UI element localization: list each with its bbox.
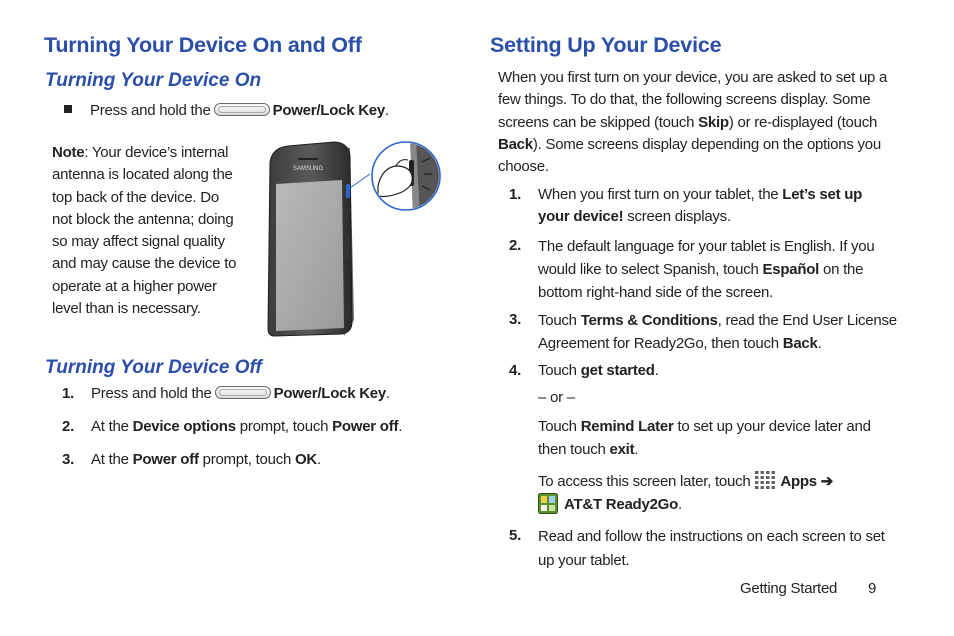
bullet-square-icon <box>64 105 72 113</box>
power-lock-key-highlight <box>346 184 350 198</box>
apps-grid-icon <box>754 470 776 490</box>
bullet-press-hold-on: Press and hold the Power/Lock Key. <box>64 100 389 122</box>
antenna-note: Note: Your device’s internal antenna is located along the top back of the device. Do not block the antenna; doing so may affect signal quality and may cause the device to operate at a higher power level than is necessary. <box>52 144 237 318</box>
footer-page-number: 9 <box>868 580 877 597</box>
setup-step-4-access: To access this screen later, touch Apps ➔ AT&T Ready2Go. <box>538 470 833 516</box>
setup-step-1-number: 1. <box>509 186 522 203</box>
arrow-icon: ➔ <box>820 473 834 490</box>
note-label: Note <box>52 144 85 161</box>
setup-step-1: When you first turn on your tablet, the Let’s set up your device! screen displays. <box>538 186 863 226</box>
ready2go-app-icon <box>538 493 558 514</box>
off-step-1: 1. Press and hold the Power/Lock Key. <box>62 385 390 402</box>
setup-step-4-or: – or – <box>538 389 575 406</box>
setup-step-3-number: 3. <box>509 311 522 328</box>
off-step-3: 3. At the Power off prompt, touch OK. <box>62 451 321 468</box>
section-title-on-off: Turning Your Device On and Off <box>44 33 362 57</box>
subheading-turning-off: Turning Your Device Off <box>45 357 262 378</box>
subheading-turning-on: Turning Your Device On <box>45 70 262 91</box>
setup-step-2-number: 2. <box>509 237 522 254</box>
setup-step-4-alt: Touch Remind Later to set up your device later and then touch exit. <box>538 418 871 458</box>
setup-step-5-number: 5. <box>509 527 522 544</box>
setup-step-3: Touch Terms & Conditions, read the End User License Agreement for Ready2Go, then touch Back. <box>538 312 897 352</box>
setup-step-4-number: 4. <box>509 362 522 379</box>
device-antenna-illustration <box>262 138 448 340</box>
power-key-icon <box>215 386 271 399</box>
footer-section-name: Getting Started <box>740 580 838 597</box>
device-brand-text: SAMSUNG <box>292 166 324 172</box>
setup-step-2: The default language for your tablet is English. If you would like to select Spanish, touch Español on the bottom right-hand side of the screen. <box>538 238 875 301</box>
setup-intro: When you first turn on your device, you are asked to set up a few things. To do that, the following screens display. Some screens can be skipped (touch Skip) or re-displayed (touch Back). Some screens display depending on the options you choose. <box>498 69 888 176</box>
off-step-2: 2. At the Device options prompt, touch Power off. <box>62 418 403 435</box>
section-title-setup: Setting Up Your Device <box>490 33 722 57</box>
setup-step-4: Touch get started. <box>538 362 659 379</box>
setup-step-5: Read and follow the instructions on each screen to set up your tablet. <box>538 528 885 569</box>
power-key-icon <box>214 103 270 116</box>
